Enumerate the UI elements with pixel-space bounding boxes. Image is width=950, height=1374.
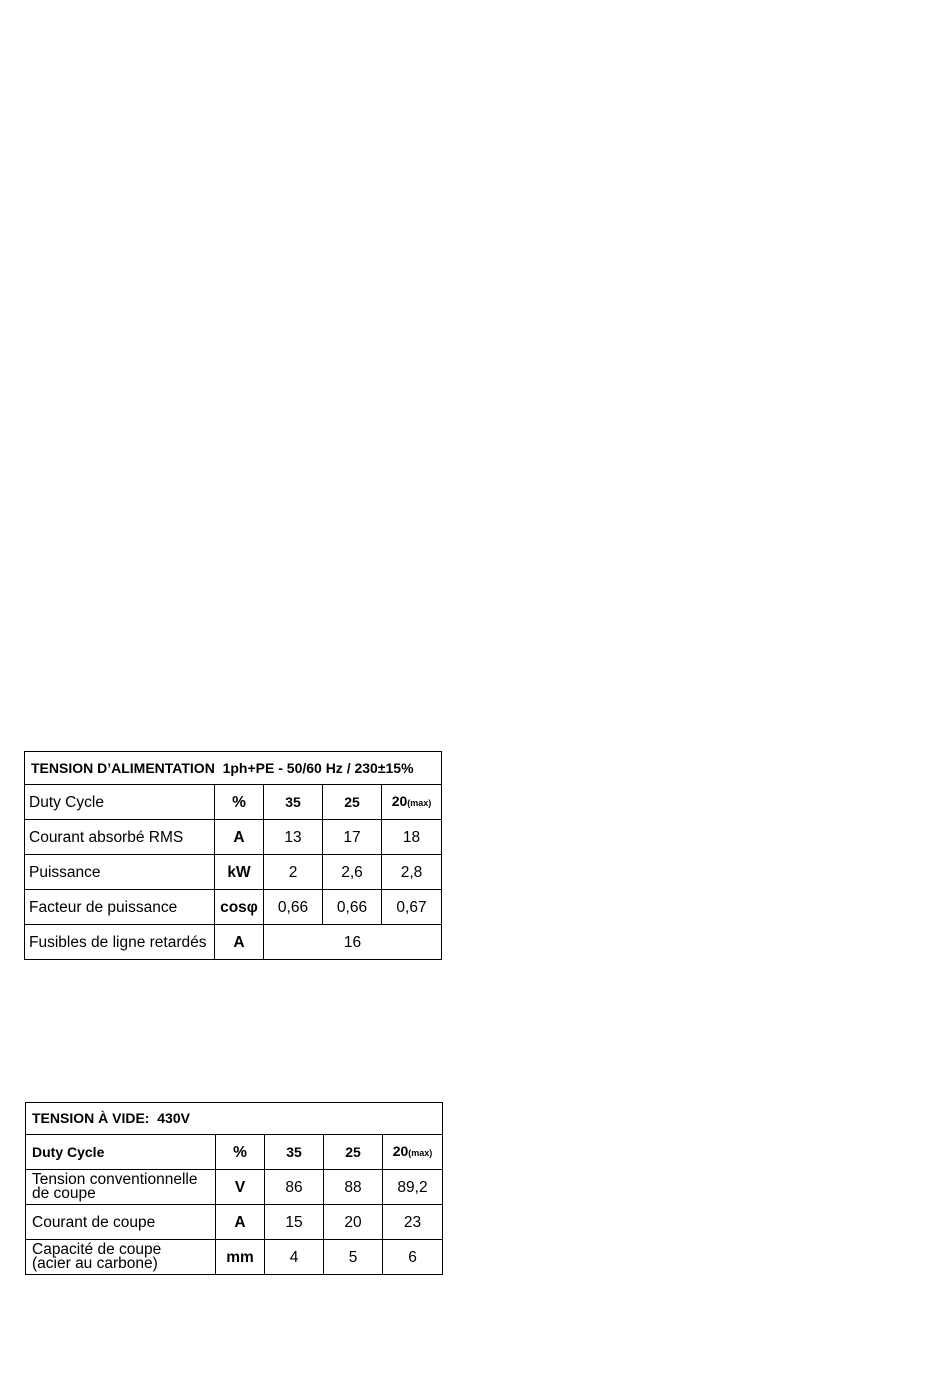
duty-cycle-unit: %: [216, 1135, 265, 1170]
cell-value: 0,67: [382, 890, 442, 925]
table-row: [25, 925, 442, 960]
row-label-line: Capacité de coupe: [32, 1241, 162, 1258]
cell-value: 16: [264, 925, 442, 960]
duty-cycle-unit: %: [215, 785, 264, 820]
table-row: [25, 785, 442, 820]
cell-value: 20: [324, 1205, 383, 1240]
table-row: [26, 1205, 443, 1240]
row-unit: mm: [216, 1240, 265, 1275]
table-row: [25, 890, 442, 925]
table-row: [25, 855, 442, 890]
duty-cycle-value-max: [383, 1135, 443, 1170]
cell-value: 2,6: [323, 855, 382, 890]
cell-value: 13: [264, 820, 323, 855]
duty-cycle-value: 25: [323, 785, 382, 820]
cell-value: 2,8: [382, 855, 442, 890]
open-circuit-voltage: 430V: [157, 1110, 190, 1126]
duty-cycle-label: Duty Cycle: [25, 785, 215, 820]
row-unit: kW: [215, 855, 264, 890]
open-circuit-voltage-table: [25, 1102, 443, 1275]
cell-value: 0,66: [264, 890, 323, 925]
cell-value: 86: [265, 1170, 324, 1205]
row-unit: cosφ: [215, 890, 264, 925]
row-label: Courant absorbé RMS: [25, 820, 215, 855]
power-supply-title: TENSION D’ALIMENTATION: [31, 759, 215, 776]
cell-value: 6: [383, 1240, 443, 1275]
cell-value: 18: [382, 820, 442, 855]
table-row: [26, 1240, 443, 1275]
row-label-line: de coupe: [32, 1185, 96, 1202]
table-row: [25, 820, 442, 855]
power-supply-spec: 1ph+PE - 50/60 Hz / 230±15%: [222, 759, 414, 776]
row-label-line: (acier au carbone): [32, 1255, 158, 1272]
duty-cycle-value: 35: [264, 785, 323, 820]
row-unit: A: [216, 1205, 265, 1240]
table-row: [26, 1135, 443, 1170]
row-unit: A: [215, 820, 264, 855]
power-supply-header: [25, 752, 442, 785]
duty-cycle-label: Duty Cycle: [26, 1135, 216, 1170]
row-unit: V: [216, 1170, 265, 1205]
duty-cycle-value-max: [382, 785, 442, 820]
open-circuit-header: [26, 1103, 443, 1135]
row-label-line: Tension conventionnelle: [32, 1171, 198, 1188]
duty-cycle-value: 20: [392, 1142, 409, 1159]
row-label: [26, 1170, 216, 1205]
table-row: [26, 1170, 443, 1205]
cell-value: 17: [323, 820, 382, 855]
cell-value: 2: [264, 855, 323, 890]
table-header-row: [26, 1103, 443, 1135]
open-circuit-title: TENSION À VIDE:: [32, 1110, 150, 1126]
cell-value: 89,2: [383, 1170, 443, 1205]
cell-value: 23: [383, 1205, 443, 1240]
row-label: [26, 1240, 216, 1275]
cell-value: 5: [324, 1240, 383, 1275]
power-supply-table: [24, 751, 442, 960]
row-label: Puissance: [25, 855, 215, 890]
row-label: Facteur de puissance: [25, 890, 215, 925]
duty-cycle-value: 35: [265, 1135, 324, 1170]
row-label: Courant de coupe: [26, 1205, 216, 1240]
duty-cycle-value: 25: [324, 1135, 383, 1170]
row-label: Fusibles de ligne retardés: [25, 925, 215, 960]
duty-cycle-value: 20: [391, 792, 408, 809]
max-suffix: (max): [407, 797, 432, 808]
max-suffix: (max): [408, 1147, 433, 1158]
row-unit: A: [215, 925, 264, 960]
table-header-row: [25, 752, 442, 785]
cell-value: 0,66: [323, 890, 382, 925]
cell-value: 88: [324, 1170, 383, 1205]
cell-value: 4: [265, 1240, 324, 1275]
cell-value: 15: [265, 1205, 324, 1240]
